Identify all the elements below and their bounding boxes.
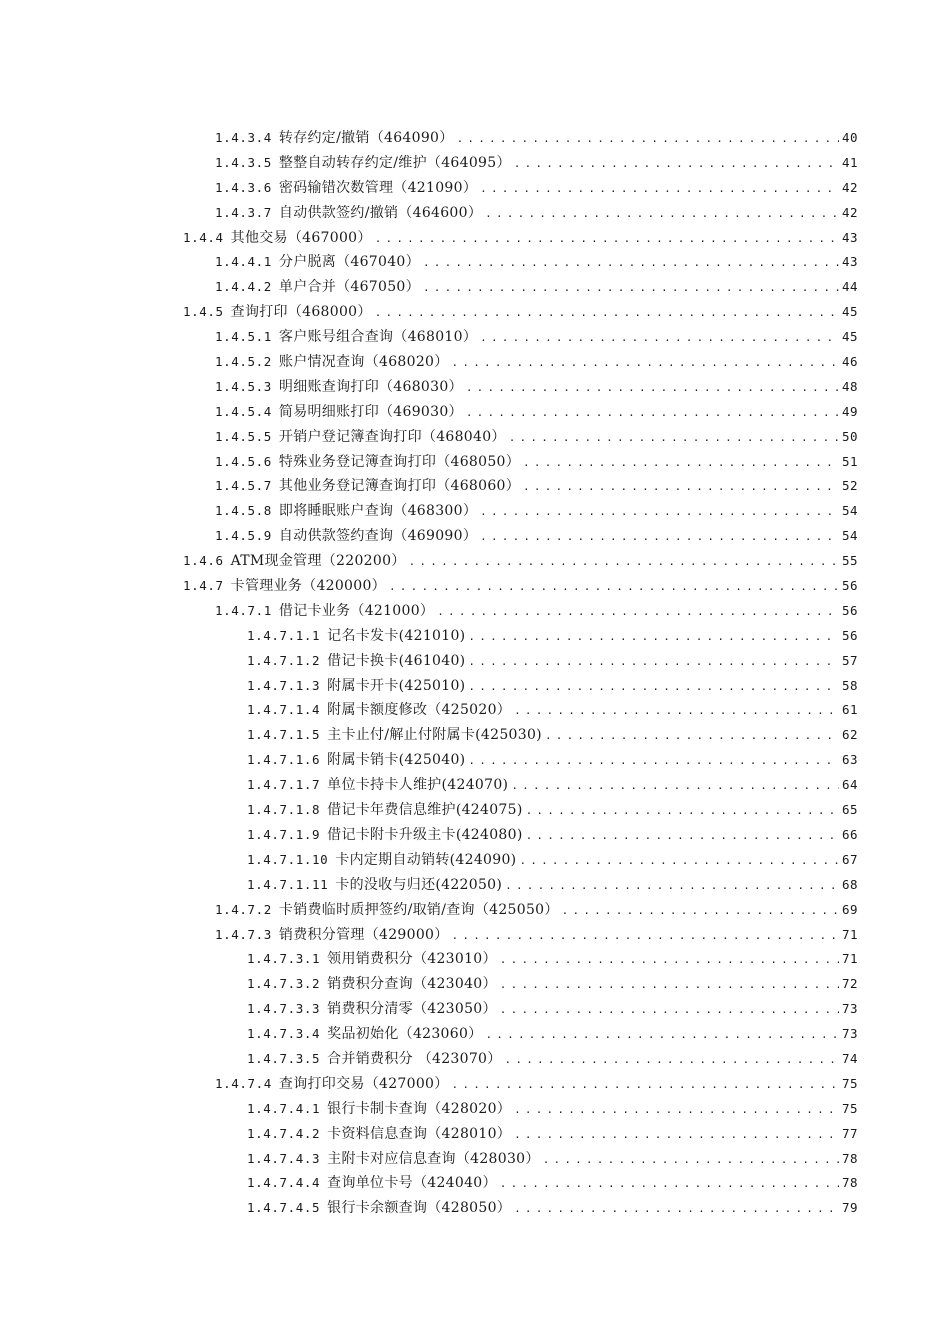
toc-page-number: 51: [841, 453, 858, 469]
toc-dot-leader: [423, 276, 839, 301]
toc-section-title: 简易明细账打印（469030）: [278, 403, 463, 420]
toc-entry-line: [215, 898, 858, 923]
toc-page-number: 73: [841, 1001, 858, 1017]
toc-dot-leader: [485, 202, 839, 227]
toc-page-number: 69: [841, 901, 858, 917]
toc-entry[interactable]: [0, 474, 950, 499]
toc-section-number: 1.4.7.1.5: [247, 727, 321, 743]
toc-entry-line: [247, 1171, 858, 1196]
toc-entry[interactable]: [0, 599, 950, 624]
toc-dot-leader: [500, 1172, 839, 1197]
toc-entry-line: [215, 450, 858, 475]
toc-entry[interactable]: [0, 972, 950, 997]
toc-section-number: 1.4.5.6: [215, 453, 272, 469]
toc-entry[interactable]: [0, 325, 950, 350]
toc-entry-line: [247, 873, 858, 898]
toc-dot-leader: [526, 799, 839, 824]
toc-dot-leader: [511, 774, 839, 799]
toc-section-title: 奖品初始化（423060）: [327, 1026, 483, 1043]
toc-entry-line: [247, 947, 858, 972]
toc-section-title: 其他业务登记簿查询打印（468060）: [278, 478, 521, 495]
toc-page-number: 58: [841, 677, 858, 693]
toc-entry-line: [247, 1122, 858, 1147]
toc-dot-leader: [480, 177, 839, 202]
toc-page-number: 45: [841, 304, 858, 320]
toc-section-title: 开销户登记簿查询打印（468040）: [278, 428, 506, 445]
toc-section-number: 1.4.5: [183, 304, 224, 320]
toc-dot-leader: [514, 1123, 839, 1148]
toc-dot-leader: [480, 500, 839, 525]
toc-page-number: 71: [841, 926, 858, 942]
toc-dot-leader: [500, 998, 839, 1023]
toc-dot-leader: [452, 924, 839, 949]
toc-entry-line: [247, 823, 858, 848]
toc-dot-leader: [526, 824, 839, 849]
toc-section-number: 1.4.4.2: [215, 279, 272, 295]
toc-page-number: 42: [841, 179, 858, 195]
toc-dot-leader: [468, 675, 839, 700]
toc-dot-leader: [485, 1023, 838, 1048]
toc-section-title: 自动供款签约查询（469090）: [278, 528, 478, 545]
toc-dot-leader: [523, 475, 839, 500]
toc-dot-leader: [545, 724, 839, 749]
toc-section-number: 1.4.7.4.3: [247, 1150, 321, 1166]
toc-entry-line: [215, 250, 858, 275]
toc-section-title: 借记卡年费信息维护(424075): [327, 802, 523, 819]
toc-entry-line: [215, 1072, 858, 1097]
toc-entry-line: [215, 275, 858, 300]
toc-section-number: 1.4.5.3: [215, 378, 272, 394]
toc-entry-line: [215, 151, 858, 176]
toc-section-number: 1.4.4: [183, 229, 224, 245]
toc-page-number: 73: [841, 1026, 858, 1042]
toc-page-number: 49: [841, 403, 858, 419]
toc-dot-leader: [468, 625, 839, 650]
toc-entry[interactable]: [0, 425, 950, 450]
toc-entry-line: [215, 474, 858, 499]
toc-dot-leader: [375, 227, 839, 252]
toc-section-title: 卡内定期自动销转(424090): [335, 851, 517, 868]
toc-section-title: 账户情况查询（468020）: [278, 354, 449, 371]
toc-section-title: 附属卡额度修改（425020）: [327, 702, 512, 719]
toc-entry[interactable]: [0, 250, 950, 275]
toc-entry-line: [215, 325, 858, 350]
toc-section-number: 1.4.3.7: [215, 204, 272, 220]
toc-entry-line: [247, 1022, 858, 1047]
table-of-contents: [0, 126, 950, 1221]
toc-entry-line: [247, 773, 858, 798]
toc-page-number: 56: [841, 627, 858, 643]
toc-section-title: 卡的没收与归还(422050): [335, 876, 503, 893]
toc-section-title: 即将睡眠账户查询（468300）: [278, 503, 478, 520]
toc-entry[interactable]: [0, 201, 950, 226]
toc-dot-leader: [468, 650, 839, 675]
toc-section-title: 卡管理业务（420000）: [230, 578, 386, 595]
toc-entry-line: [183, 300, 858, 325]
toc-section-title: 密码输错次数管理（421090）: [278, 179, 478, 196]
toc-section-number: 1.4.7.1.3: [247, 677, 321, 693]
toc-entry[interactable]: [0, 1147, 950, 1172]
toc-entry-line: [247, 798, 858, 823]
toc-page-number: 57: [841, 652, 858, 668]
toc-dot-leader: [452, 1073, 839, 1098]
toc-page-number: 54: [841, 528, 858, 544]
toc-entry[interactable]: [0, 723, 950, 748]
toc-entry[interactable]: [0, 773, 950, 798]
toc-entry[interactable]: [0, 450, 950, 475]
toc-page-number: 45: [841, 329, 858, 345]
toc-entry-line: [247, 1147, 858, 1172]
toc-page-number: 67: [841, 851, 858, 867]
toc-dot-leader: [514, 699, 839, 724]
toc-section-number: 1.4.7.4.2: [247, 1125, 321, 1141]
toc-page-number: 52: [841, 478, 858, 494]
toc-entry-line: [247, 972, 858, 997]
toc-section-number: 1.4.5.4: [215, 403, 272, 419]
toc-page-number: 77: [841, 1125, 858, 1141]
toc-page-number: 71: [841, 951, 858, 967]
toc-section-title: 卡资料信息查询（428010）: [327, 1125, 512, 1142]
toc-section-title: 转存约定/撤销（464090）: [278, 130, 454, 146]
toc-section-number: 1.4.7.1.1: [247, 627, 321, 643]
toc-dot-leader: [514, 152, 839, 177]
toc-entry[interactable]: [0, 1122, 950, 1147]
toc-section-title: 领用销费积分（423010）: [327, 951, 497, 968]
toc-entry[interactable]: [0, 524, 950, 549]
toc-dot-leader: [389, 575, 839, 600]
toc-page-number: 46: [841, 354, 858, 370]
toc-section-title: 整整自动转存约定/维护（464095）: [278, 154, 511, 171]
toc-entry[interactable]: [0, 1022, 950, 1047]
toc-page-number: 75: [841, 1100, 858, 1116]
toc-section-title: 单位卡持卡人维护(424070): [327, 777, 509, 794]
toc-entry-line: [247, 649, 858, 674]
toc-page-number: 68: [841, 876, 858, 892]
toc-page-number: 50: [841, 428, 858, 444]
toc-entry[interactable]: [0, 226, 950, 251]
toc-page-number: 43: [841, 229, 858, 245]
toc-entry-line: [247, 997, 858, 1022]
toc-entry[interactable]: [0, 1072, 950, 1097]
toc-entry-line: [247, 1047, 858, 1072]
toc-entry[interactable]: [0, 375, 950, 400]
toc-section-title: 查询打印（468000）: [230, 304, 372, 321]
toc-section-title: 卡销费临时质押签约/取销/查询（425050）: [278, 901, 559, 918]
toc-page-number: 72: [841, 976, 858, 992]
toc-entry[interactable]: [0, 848, 950, 873]
toc-section-number: 1.4.7.3.5: [247, 1050, 321, 1066]
toc-page-number: 65: [841, 802, 858, 818]
toc-entry[interactable]: [0, 350, 950, 375]
toc-page-number: 78: [841, 1150, 858, 1166]
toc-entry[interactable]: [0, 947, 950, 972]
toc-dot-leader: [509, 426, 839, 451]
toc-section-number: 1.4.5.5: [215, 428, 272, 444]
toc-page-number: 54: [841, 503, 858, 519]
toc-section-number: 1.4.7.3.3: [247, 1001, 321, 1017]
toc-section-number: 1.4.6: [183, 553, 224, 569]
toc-page-number: 78: [841, 1175, 858, 1191]
toc-entry[interactable]: [0, 151, 950, 176]
toc-entry[interactable]: [0, 499, 950, 524]
toc-dot-leader: [562, 899, 839, 924]
toc-entry[interactable]: [0, 1196, 950, 1221]
toc-section-title: 查询单位卡号（424040）: [327, 1175, 497, 1192]
toc-entry[interactable]: [0, 549, 950, 574]
toc-dot-leader: [500, 948, 839, 973]
toc-entry-line: [215, 350, 858, 375]
toc-section-number: 1.4.7.4.4: [247, 1175, 321, 1191]
toc-dot-leader: [480, 525, 839, 550]
toc-entry[interactable]: [0, 898, 950, 923]
toc-dot-leader: [514, 1197, 839, 1222]
toc-dot-leader: [437, 600, 839, 625]
toc-dot-leader: [514, 1098, 839, 1123]
toc-dot-leader: [543, 1148, 839, 1173]
toc-dot-leader: [523, 451, 839, 476]
toc-section-title: 销费积分清零（423050）: [327, 1001, 497, 1018]
toc-dot-leader: [500, 973, 839, 998]
toc-entry-line: [215, 524, 858, 549]
toc-page-number: 41: [841, 154, 858, 170]
toc-section-number: 1.4.5.2: [215, 354, 272, 370]
toc-page-number: 62: [841, 727, 858, 743]
toc-section-title: 销费积分查询（423040）: [327, 976, 497, 993]
toc-section-number: 1.4.7.3: [215, 926, 272, 942]
toc-entry-line: [215, 176, 858, 201]
toc-page-number: 55: [841, 553, 858, 569]
toc-entry-line: [215, 201, 858, 226]
toc-page-number: 56: [841, 602, 858, 618]
toc-section-number: 1.4.5.1: [215, 329, 272, 345]
toc-section-title: 销费积分管理（429000）: [278, 926, 449, 943]
toc-page-number: 44: [841, 279, 858, 295]
toc-section-number: 1.4.5.8: [215, 503, 272, 519]
toc-entry-line: [215, 126, 858, 151]
toc-section-number: 1.4.7.1.8: [247, 802, 321, 818]
toc-entry[interactable]: [0, 574, 950, 599]
toc-dot-leader: [480, 326, 839, 351]
toc-entry[interactable]: [0, 997, 950, 1022]
toc-section-number: 1.4.7.4.1: [247, 1100, 321, 1116]
toc-entry[interactable]: [0, 400, 950, 425]
toc-section-number: 1.4.3.5: [215, 154, 272, 170]
toc-section-title: 合并销费积分 （423070）: [327, 1050, 502, 1067]
toc-dot-leader: [452, 351, 839, 376]
toc-entry[interactable]: [0, 649, 950, 674]
toc-section-number: 1.4.4.1: [215, 254, 272, 270]
toc-dot-leader: [519, 849, 839, 874]
toc-section-number: 1.4.7.4.5: [247, 1200, 321, 1216]
toc-entry[interactable]: [0, 748, 950, 773]
toc-section-number: 1.4.7.1.4: [247, 702, 321, 718]
toc-page-number: 63: [841, 752, 858, 768]
toc-entry-line: [247, 624, 858, 649]
toc-section-number: 1.4.7.4: [215, 1075, 272, 1091]
toc-entry-line: [215, 499, 858, 524]
toc-section-number: 1.4.7.1.2: [247, 652, 321, 668]
toc-entry-line: [247, 1196, 858, 1221]
toc-entry-line: [183, 226, 858, 251]
toc-section-number: 1.4.3.6: [215, 179, 272, 195]
toc-section-title: 附属卡开卡(425010): [327, 677, 466, 694]
toc-section-title: 客户账号组合查询（468010）: [278, 329, 478, 346]
toc-section-number: 1.4.7.1.7: [247, 777, 321, 793]
toc-section-title: 主卡止付/解止付附属卡(425030): [327, 727, 542, 744]
toc-page-number: 56: [841, 578, 858, 594]
toc-entry[interactable]: [0, 1171, 950, 1196]
toc-section-title: 明细账查询打印（468030）: [278, 378, 463, 395]
toc-entry-line: [247, 674, 858, 699]
toc-entry[interactable]: [0, 176, 950, 201]
toc-section-title: 借记卡换卡(461040): [327, 652, 466, 669]
toc-entry-line: [247, 848, 858, 873]
toc-entry[interactable]: [0, 823, 950, 848]
toc-entry-line: [215, 599, 858, 624]
toc-entry[interactable]: [0, 798, 950, 823]
toc-section-number: 1.4.7.2: [215, 901, 272, 917]
toc-section-title: 单户合并（467050）: [278, 279, 420, 296]
toc-entry-line: [215, 425, 858, 450]
toc-section-title: 记名卡发卡(421010): [327, 627, 466, 644]
toc-section-title: 银行卡制卡查询（428020）: [327, 1100, 512, 1117]
toc-entry-line: [215, 400, 858, 425]
toc-section-title: 其他交易（467000）: [230, 229, 372, 246]
toc-section-number: 1.4.7: [183, 578, 224, 594]
toc-entry-line: [247, 698, 858, 723]
toc-page-number: 79: [841, 1200, 858, 1216]
toc-section-title: ATM现金管理（220200）: [230, 553, 406, 570]
toc-section-title: 分户脱离（467040）: [278, 254, 420, 271]
toc-page-number: 48: [841, 378, 858, 394]
toc-dot-leader: [505, 874, 839, 899]
toc-dot-leader: [505, 1048, 839, 1073]
toc-section-number: 1.4.5.9: [215, 528, 272, 544]
toc-page-number: 64: [841, 777, 858, 793]
toc-page-number: 66: [841, 826, 858, 842]
toc-entry[interactable]: [0, 923, 950, 948]
toc-section-title: 银行卡余额查询（428050）: [327, 1200, 512, 1217]
toc-entry-line: [247, 1097, 858, 1122]
toc-entry-line: [183, 574, 858, 599]
toc-entry-line: [247, 748, 858, 773]
toc-entry[interactable]: [0, 698, 950, 723]
toc-section-number: 1.4.7.1.11: [247, 876, 329, 892]
toc-section-title: 主附卡对应信息查询（428030）: [327, 1150, 540, 1167]
toc-entry[interactable]: [0, 1097, 950, 1122]
toc-entry[interactable]: [0, 126, 950, 151]
toc-entry[interactable]: [0, 1047, 950, 1072]
toc-section-number: 1.4.7.1: [215, 602, 272, 618]
toc-section-number: 1.4.7.3.1: [247, 951, 321, 967]
toc-entry[interactable]: [0, 300, 950, 325]
toc-entry-line: [247, 723, 858, 748]
toc-section-title: 附属卡销卡(425040): [327, 752, 466, 769]
toc-section-number: 1.4.7.3.4: [247, 1026, 321, 1042]
toc-section-title: 特殊业务登记簿查询打印（468050）: [278, 453, 521, 470]
toc-section-title: 借记卡附卡升级主卡(424080): [327, 826, 523, 843]
toc-section-number: 1.4.3.4: [215, 130, 272, 145]
toc-page-number: 75: [841, 1075, 858, 1091]
toc-dot-leader: [466, 401, 839, 426]
toc-page-number: 61: [841, 702, 858, 718]
toc-section-title: 自动供款签约/撤销（464600）: [278, 204, 483, 221]
toc-page-number: 74: [841, 1050, 858, 1066]
toc-section-number: 1.4.7.3.2: [247, 976, 321, 992]
toc-entry-line: [215, 923, 858, 948]
toc-dot-leader: [466, 376, 839, 401]
toc-section-number: 1.4.7.1.9: [247, 826, 321, 842]
toc-section-number: 1.4.7.1.6: [247, 752, 321, 768]
toc-section-title: 借记卡业务（421000）: [278, 602, 435, 619]
toc-entry-line: [215, 375, 858, 400]
toc-page-number: 43: [841, 254, 858, 270]
toc-page-number: 42: [841, 204, 858, 220]
toc-dot-leader: [423, 251, 839, 276]
toc-section-title: 查询打印交易（427000）: [278, 1075, 449, 1092]
toc-section-number: 1.4.7.1.10: [247, 851, 329, 867]
toc-dot-leader: [375, 301, 839, 326]
toc-dot-leader: [409, 550, 839, 575]
toc-section-number: 1.4.5.7: [215, 478, 272, 494]
toc-entry[interactable]: [0, 624, 950, 649]
toc-dot-leader: [468, 749, 839, 774]
toc-entry[interactable]: [0, 275, 950, 300]
toc-page-number: 40: [841, 130, 858, 145]
toc-entry[interactable]: [0, 873, 950, 898]
toc-dot-leader: [457, 127, 839, 152]
toc-entry-line: [183, 549, 858, 574]
toc-entry[interactable]: [0, 674, 950, 699]
